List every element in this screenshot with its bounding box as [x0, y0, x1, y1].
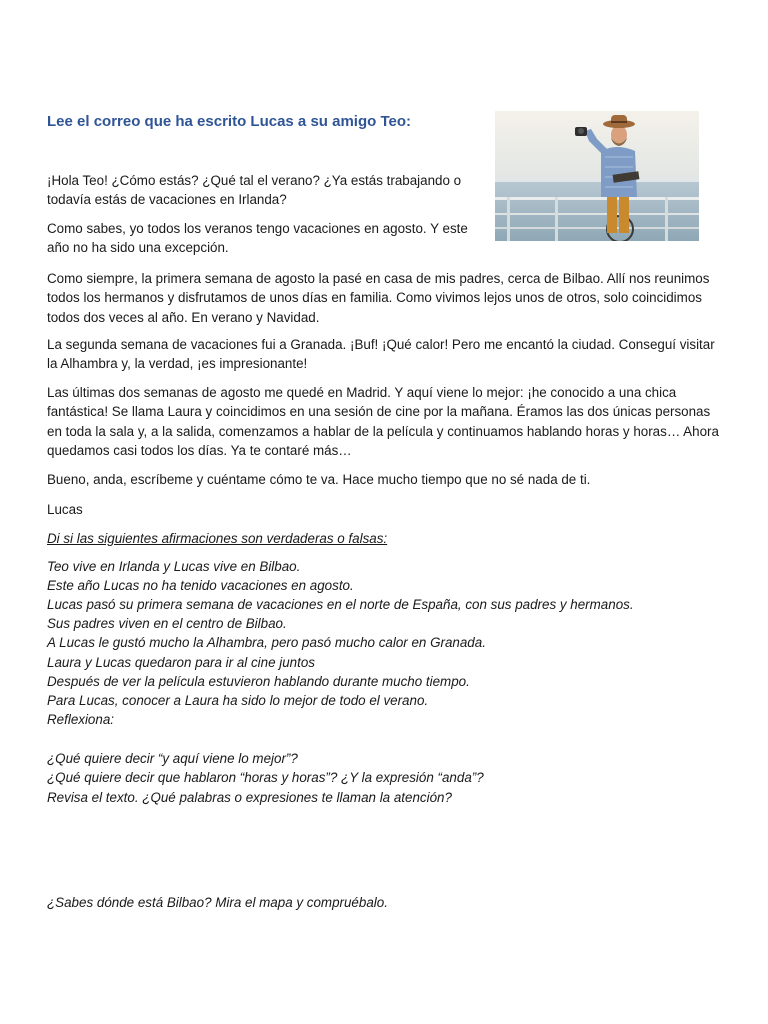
reflect-label: Reflexiona:	[47, 712, 114, 727]
statement-item: Laura y Lucas quedaron para ir al cine juntos	[47, 655, 315, 670]
email-paragraph: La segunda semana de vacaciones fui a Granada. ¡Buf! ¡Qué calor! Pero me encantó la ciudad. Conseguí visitar la Alhambra y, la verdad, ¡es impresionante!	[47, 337, 715, 372]
email-paragraph: Bueno, anda, escríbeme y cuéntame cómo te va. Hace mucho tiempo que no sé nada de ti.	[47, 472, 591, 487]
statement-item: Este año Lucas no ha tenido vacaciones en agosto.	[47, 578, 354, 593]
traveler-illustration	[495, 111, 699, 241]
statement-item: A Lucas le gustó mucho la Alhambra, pero pasó mucho calor en Granada.	[47, 635, 486, 650]
question-item: Revisa el texto. ¿Qué palabras o expresiones te llaman la atención?	[47, 790, 452, 805]
email-signature: Lucas	[47, 502, 83, 517]
email-paragraph: Como siempre, la primera semana de agosto la pasé en casa de mis padres, cerca de Bilbao. Allí nos reunimos todos los hermanos y disfrutamos de unos días en familia. Como vivimos lejos unos de otros, solo coincidimos todos dos veces al año. En verano y Navidad.	[47, 271, 710, 325]
email-paragraph: Las últimas dos semanas de agosto me quedé en Madrid. Y aquí viene lo mejor: ¡he conocido a una chica fantástica! Se llama Laura y coincidimos en una sesión de cine por la mañana. Éramos las dos únicas personas en toda la sala y, a la salida, comenzamos a hablar de la película y continuamos hablando horas y horas… Ahora quedamos casi todos los días. Ya te contaré más…	[47, 385, 719, 458]
statement-item: Sus padres viven en el centro de Bilbao.	[47, 616, 287, 631]
email-paragraph: Como sabes, yo todos los veranos tengo vacaciones en agosto. Y este año no ha sido una excepción.	[47, 221, 468, 256]
question-item: ¿Qué quiere decir que hablaron “horas y horas”? ¿Y la expresión “anda”?	[47, 770, 484, 785]
page-title: Lee el correo que ha escrito Lucas a su amigo Teo:	[47, 113, 411, 130]
statement-item: Lucas pasó su primera semana de vacaciones en el norte de España, con sus padres y hermanos.	[47, 597, 634, 612]
statement-item: Teo vive en Irlanda y Lucas vive en Bilbao.	[47, 559, 301, 574]
traveler-photo	[495, 111, 699, 241]
map-prompt: ¿Sabes dónde está Bilbao? Mira el mapa y compruébalo.	[47, 895, 388, 910]
email-greeting: ¡Hola Teo! ¿Cómo estás? ¿Qué tal el verano? ¿Ya estás trabajando o todavía estás de vacaciones en Irlanda?	[47, 173, 462, 208]
statement-item: Para Lucas, conocer a Laura ha sido lo mejor de todo el verano.	[47, 693, 429, 708]
exercise-instruction: Di si las siguientes afirmaciones son verdaderas o falsas:	[47, 531, 388, 546]
statement-item: Después de ver la película estuvieron hablando durante mucho tiempo.	[47, 674, 470, 689]
question-item: ¿Qué quiere decir “y aquí viene lo mejor”?	[47, 751, 298, 766]
